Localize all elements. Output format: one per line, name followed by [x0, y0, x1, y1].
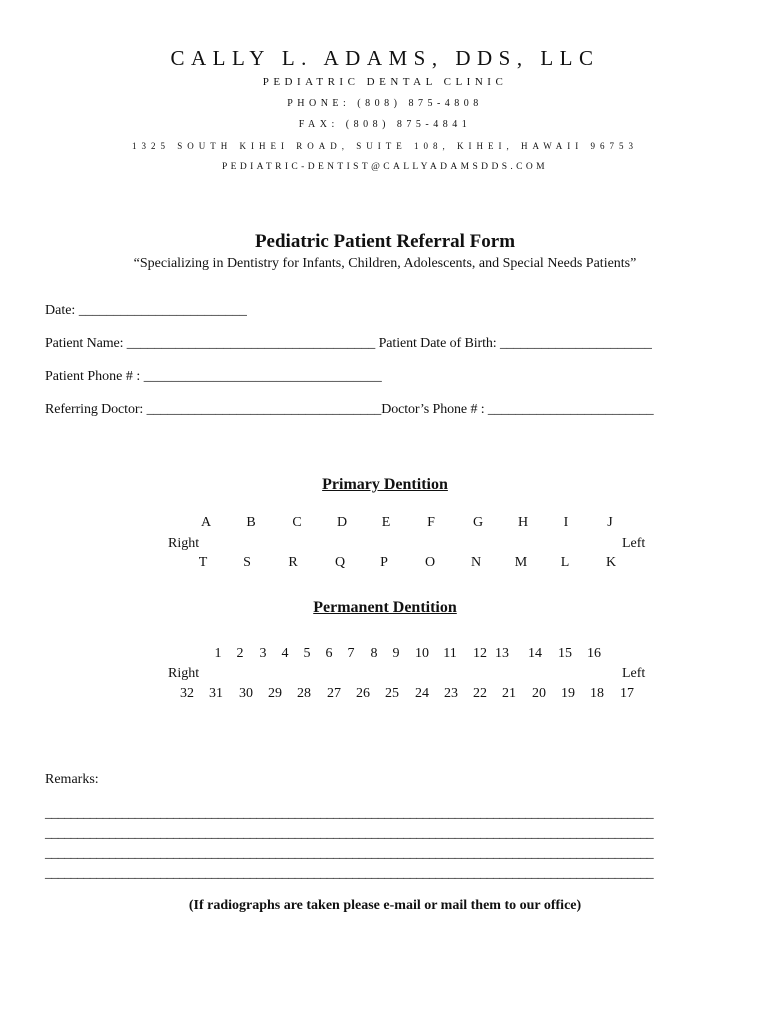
referring-doctor-field[interactable]: Referring Doctor: __________________________________Doctor’s Phone # : ________________________ [45, 402, 654, 417]
permanent-tooth-19: 19 [561, 686, 575, 701]
permanent-left-label: Left [622, 666, 646, 681]
form-tagline: “Specializing in Dentistry for Infants, Children, Adolescents, and Special Needs Patients” [133, 256, 637, 271]
permanent-tooth-13: 13 [495, 646, 509, 661]
permanent-tooth-27: 27 [327, 686, 341, 701]
phone-line: PHONE: (808) 875-4808 [287, 98, 483, 109]
primary-tooth-b: B [246, 515, 256, 530]
fax-line: FAX: (808) 875-4841 [298, 119, 472, 130]
permanent-tooth-8: 8 [370, 646, 378, 661]
primary-tooth-c: C [292, 515, 302, 530]
permanent-tooth-22: 22 [473, 686, 487, 701]
permanent-tooth-25: 25 [385, 686, 399, 701]
permanent-tooth-28: 28 [297, 686, 311, 701]
permanent-tooth-12: 12 [473, 646, 487, 661]
permanent-tooth-26: 26 [356, 686, 370, 701]
address-line: 1325 SOUTH KIHEI ROAD, SUITE 108, KIHEI, HAWAII 96753 [131, 141, 638, 151]
primary-right-label: Right [168, 536, 200, 551]
permanent-tooth-29: 29 [268, 686, 282, 701]
primary-tooth-e: E [381, 515, 391, 530]
primary-tooth-h: H [517, 515, 529, 530]
primary-tooth-s: S [243, 555, 251, 570]
permanent-tooth-30: 30 [239, 686, 253, 701]
primary-tooth-d: D [336, 515, 348, 530]
permanent-tooth-32: 32 [180, 686, 194, 701]
permanent-tooth-23: 23 [444, 686, 458, 701]
primary-tooth-p: P [380, 555, 388, 570]
practice-name: CALLY L. ADAMS, DDS, LLC [170, 46, 600, 70]
primary-tooth-m: M [514, 555, 528, 570]
permanent-right-label: Right [168, 666, 200, 681]
permanent-tooth-24: 24 [415, 686, 429, 701]
clinic-type: PEDIATRIC DENTAL CLINIC [262, 76, 508, 88]
permanent-tooth-10: 10 [415, 646, 429, 661]
primary-tooth-l: L [560, 555, 570, 570]
primary-tooth-g: G [472, 515, 484, 530]
permanent-tooth-2: 2 [236, 646, 244, 661]
email-line: PEDIATRIC-DENTIST@CALLYADAMSDDS.COM [221, 162, 549, 172]
permanent-tooth-1: 1 [214, 646, 222, 661]
primary-left-label: Left [622, 536, 646, 551]
primary-tooth-f: F [427, 515, 435, 530]
permanent-tooth-9: 9 [392, 646, 400, 661]
permanent-tooth-20: 20 [532, 686, 546, 701]
permanent-tooth-18: 18 [590, 686, 604, 701]
form-title: Pediatric Patient Referral Form [254, 231, 516, 252]
primary-dentition-title: Primary Dentition [322, 476, 448, 493]
permanent-tooth-4: 4 [281, 646, 289, 661]
primary-tooth-r: R [288, 555, 298, 570]
permanent-dentition-title: Permanent Dentition [313, 599, 457, 616]
primary-tooth-a: A [200, 515, 212, 530]
primary-tooth-o: O [424, 555, 436, 570]
permanent-tooth-31: 31 [209, 686, 223, 701]
remarks-line-1[interactable]: _______________________________________________________________________________________________ [45, 806, 654, 821]
permanent-tooth-6: 6 [325, 646, 333, 661]
primary-tooth-q: Q [334, 555, 346, 570]
primary-tooth-t: T [198, 555, 208, 570]
permanent-tooth-15: 15 [558, 646, 572, 661]
remarks-label: Remarks: [45, 772, 99, 787]
primary-tooth-j: J [607, 515, 613, 530]
patient-name-field[interactable]: Patient Name: ____________________________________ Patient Date of Birth: ______________________ [45, 336, 652, 351]
permanent-tooth-3: 3 [259, 646, 267, 661]
remarks-line-3[interactable]: _______________________________________________________________________________________________ [45, 846, 654, 861]
permanent-tooth-17: 17 [620, 686, 634, 701]
primary-tooth-i: I [563, 515, 569, 530]
permanent-tooth-11: 11 [443, 646, 457, 661]
primary-tooth-k: K [605, 555, 617, 570]
remarks-line-4[interactable]: _______________________________________________________________________________________________ [45, 866, 654, 881]
date-field[interactable]: Date: ________________________ [45, 303, 247, 318]
remarks-line-2[interactable]: _______________________________________________________________________________________________ [45, 826, 654, 841]
permanent-tooth-5: 5 [303, 646, 311, 661]
permanent-tooth-21: 21 [502, 686, 516, 701]
permanent-tooth-16: 16 [587, 646, 601, 661]
radiograph-note: (If radiographs are taken please e-mail or mail them to our office) [188, 898, 582, 913]
permanent-tooth-7: 7 [347, 646, 355, 661]
primary-tooth-n: N [470, 555, 482, 570]
patient-phone-field[interactable]: Patient Phone # : __________________________________ [45, 369, 382, 384]
permanent-tooth-14: 14 [528, 646, 542, 661]
